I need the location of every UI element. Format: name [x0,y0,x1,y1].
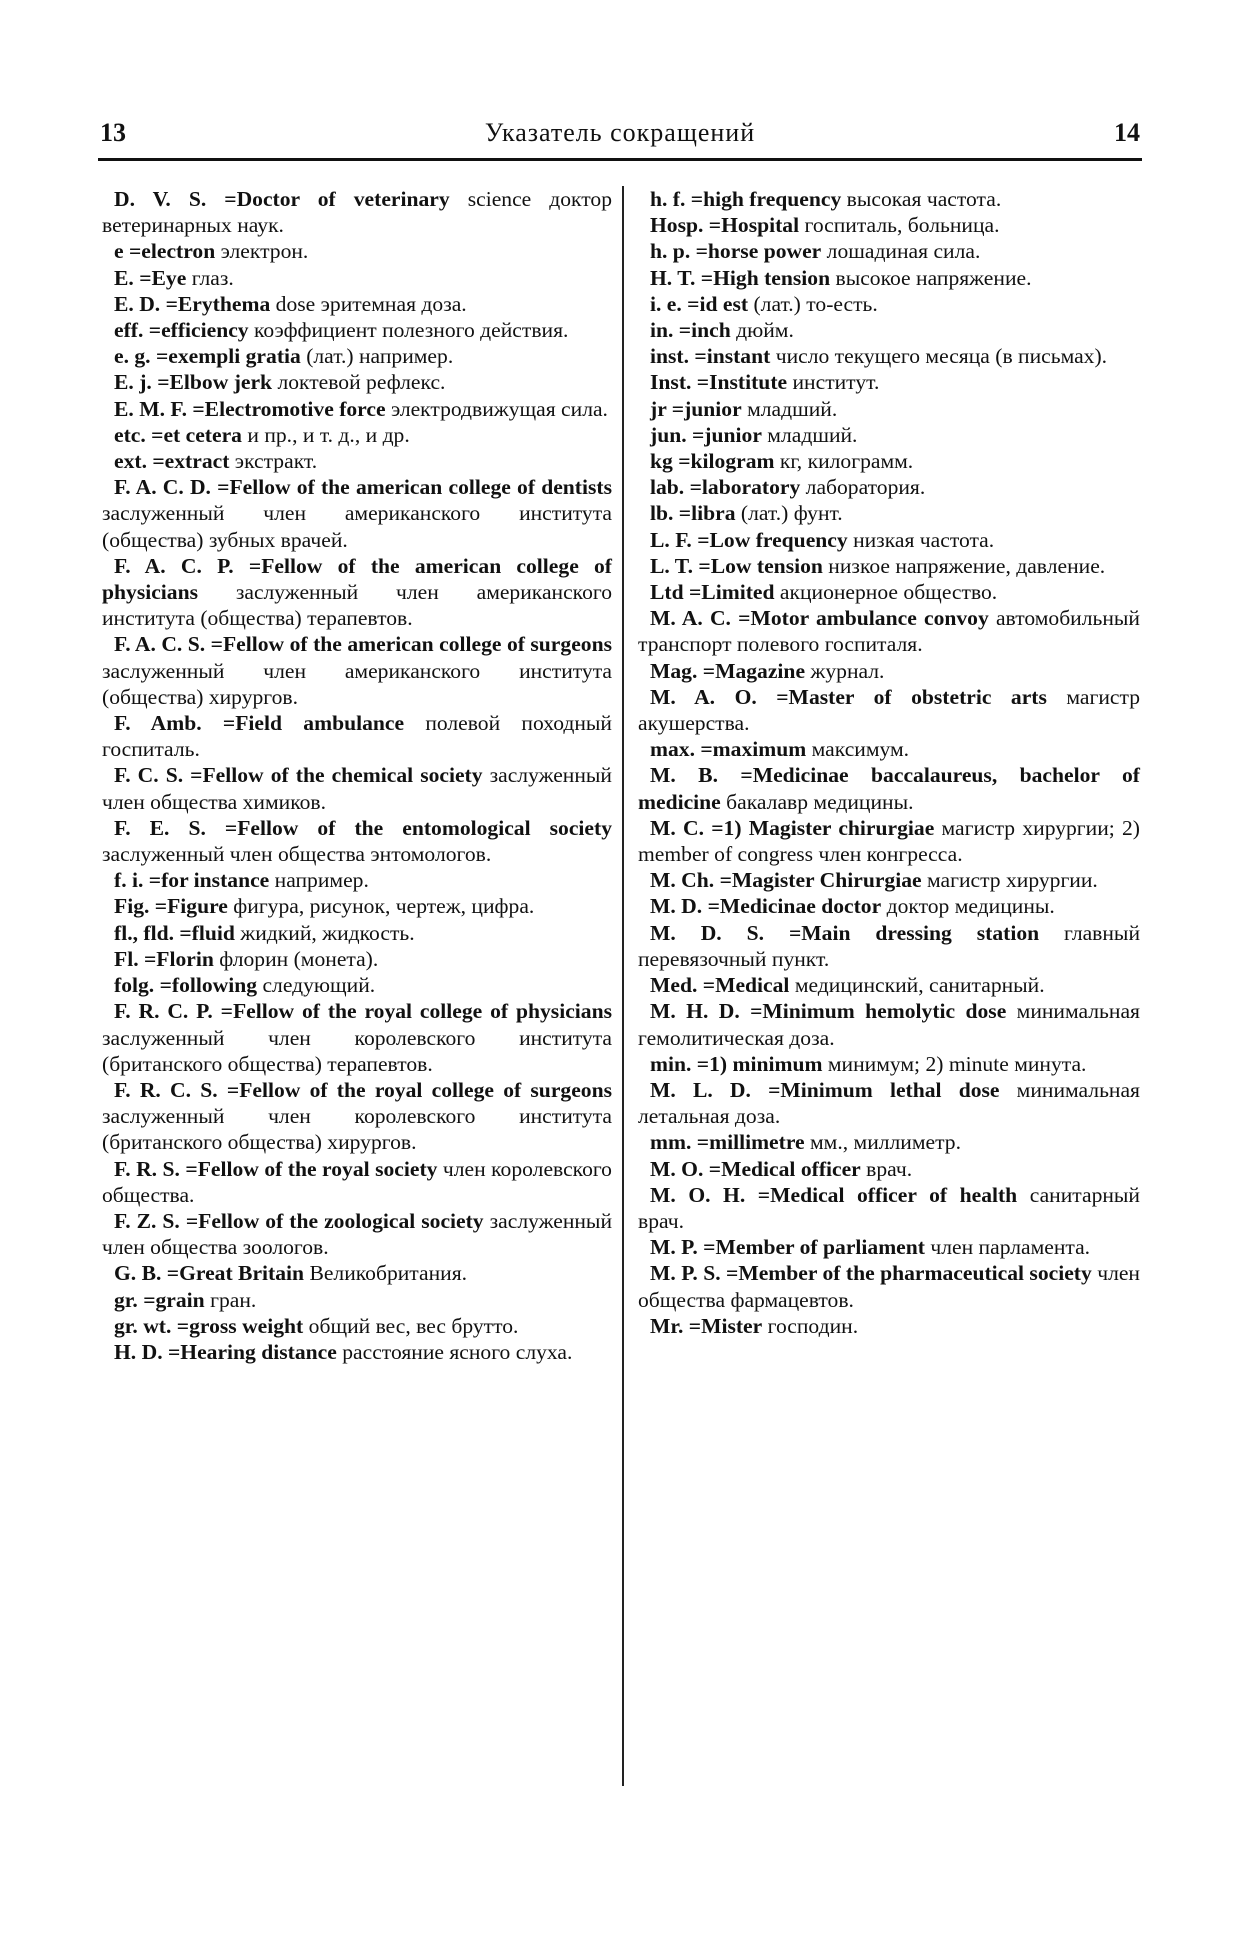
entry-abbreviation: L. F. =Low frequency [650,527,848,552]
entry-abbreviation: F. Z. S. =Fellow of the zoological society [114,1208,484,1233]
entry-definition: акционерное общество. [774,580,998,605]
entry-definition: лошадиная сила. [821,239,981,264]
entry-definition: глаз. [186,265,234,290]
entry-abbreviation: i. e. =id est [650,291,749,316]
entry-definition: флорин (монета). [213,946,379,971]
glossary-entry [638,1077,1140,1129]
entry-abbreviation: gr. =grain [114,1287,205,1312]
entry-abbreviation: folg. =following [114,973,258,998]
entry-definition: полевой походный госпиталь. [102,711,612,762]
entry-definition: минимальная гемолитическая доза. [638,999,1140,1050]
entry-abbreviation: f. i. =for instance [114,868,270,893]
glossary-entry [638,1260,1140,1312]
entry-abbreviation: etc. =et cetera [114,422,242,447]
glossary-entry [638,448,1140,474]
entry-definition: кг, килограмм. [774,449,914,474]
glossary-entry [638,762,1140,814]
glossary-entry [638,972,1140,998]
entry-definition: журнал. [805,658,885,683]
glossary-entry [638,1129,1140,1155]
entry-definition: заслуженный член американского института (общества) терапевтов. [102,580,612,631]
entry-definition: (лат.) фунт. [735,501,843,526]
entry-definition: бакалавр медицины. [720,789,914,814]
entry-abbreviation: lb. =libra [650,501,736,526]
entry-abbreviation: L. T. =Low tension [650,553,823,578]
glossary-entry [638,186,1140,212]
glossary-entry [102,1077,612,1156]
glossary-entry [638,291,1140,317]
entry-abbreviation: M. C. =1) Magister chirurgiae [650,815,935,840]
entry-definition: общий вес, вес брутто. [303,1313,519,1338]
entry-definition: коэффициент полезного действия. [248,318,569,343]
entry-abbreviation: h. p. =horse power [650,239,822,264]
entry-abbreviation: Fl. =Florin [114,946,214,971]
entry-definition: локтевой рефлекс. [272,370,446,395]
entry-definition: член парламента. [924,1235,1091,1260]
entry-abbreviation: E. =Eye [114,265,187,290]
entry-definition: медицинский, санитарный. [789,973,1045,998]
entry-definition: (лат.) например. [300,344,454,369]
glossary-entry [102,998,612,1077]
entry-abbreviation: Inst. =Institute [650,370,788,395]
entry-definition: максимум. [806,737,910,762]
glossary-entry [638,893,1140,919]
entry-abbreviation: fl., fld. =fluid [114,920,235,945]
glossary-entry [102,762,612,814]
glossary-entry [638,474,1140,500]
glossary-entry [638,265,1140,291]
entry-abbreviation: M. L. D. =Minimum lethal dose [650,1077,1000,1102]
entry-abbreviation: gr. wt. =gross weight [114,1313,304,1338]
glossary-entry [638,658,1140,684]
glossary-entry [102,369,612,395]
glossary-entry [638,527,1140,553]
glossary-entry [638,579,1140,605]
entry-abbreviation: F. R. C. P. =Fellow of the royal college of physicians [114,999,612,1024]
entry-abbreviation: M. D. =Medicinae doctor [650,894,882,919]
glossary-entry [102,946,612,972]
glossary-entry [102,631,612,710]
entry-definition: заслуженный член общества энтомологов. [102,842,492,867]
entry-abbreviation: Med. =Medical [650,973,790,998]
entry-abbreviation: G. B. =Great Britain [114,1261,305,1286]
glossary-entry [638,1234,1140,1260]
glossary-entry [638,1313,1140,1339]
glossary-entry [102,1260,612,1286]
glossary-entry [638,815,1140,867]
glossary-entry [638,605,1140,657]
right-page-number: 14 [1114,118,1140,147]
glossary-entry [638,212,1140,238]
glossary-entry [638,736,1140,762]
left-column [102,186,612,1365]
entry-definition: фигура, рисунок, чертеж, цифра. [227,894,535,919]
glossary-entry [638,684,1140,736]
glossary-entry [102,553,612,632]
glossary-entry [102,1313,612,1339]
entry-definition: минимум; 2) minute минута. [822,1051,1087,1076]
entry-abbreviation: M. D. S. =Main dressing station [650,920,1040,945]
entry-abbreviation: F. C. S. =Fellow of the chemical society [114,763,483,788]
entry-definition: санитарный врач. [638,1182,1140,1233]
entry-abbreviation: M. Ch. =Magister Chirurgiae [650,868,922,893]
entry-definition: магистр хирургии; 2) member of congress член конгресса. [638,815,1140,867]
entry-definition: dose эритемная доза. [270,291,467,316]
glossary-entry [638,343,1140,369]
entry-definition: заслуженный член общества зоологов. [102,1208,612,1260]
entry-abbreviation: D. V. S. =Doctor of veterinary [114,187,450,211]
entry-abbreviation: M. B. =Medicinae baccalaureus, bachelor of medicine [638,763,1140,814]
glossary-entry [102,422,612,448]
entry-abbreviation: F. R. S. =Fellow of the royal society [114,1156,438,1181]
glossary-entry [638,369,1140,395]
glossary-entry [638,396,1140,422]
entry-definition: господин. [762,1313,859,1338]
entry-abbreviation: M. O. =Medical officer [650,1156,861,1181]
glossary-entry [638,1051,1140,1077]
entry-abbreviation: Mag. =Magazine [650,658,806,683]
entry-definition: следующий. [257,973,376,998]
entry-abbreviation: Mr. =Mister [650,1313,763,1338]
entry-abbreviation: Hosp. =Hospital [650,213,800,238]
glossary-entry [102,867,612,893]
entry-abbreviation: jr =junior [650,396,742,421]
entry-abbreviation: Fig. =Figure [114,894,228,919]
entry-abbreviation: M. P. =Member of parliament [650,1235,925,1260]
glossary-entry [102,291,612,317]
entry-definition: автомобильный транспорт полевого госпиталя. [638,606,1140,657]
entry-definition: младший. [761,422,858,447]
entry-definition: минимальная летальная доза. [638,1077,1140,1129]
entry-abbreviation: E. D. =Erythema [114,291,271,316]
entry-definition: и пр., и т. д., и др. [241,422,410,447]
entry-abbreviation: max. =maximum [650,737,807,762]
glossary-entry [102,238,612,264]
entry-definition: высокое напряжение. [830,265,1032,290]
entry-definition: заслуженный член американского института (общества) зубных врачей. [102,501,612,552]
entry-abbreviation: F. Amb. =Field ambulance [114,711,405,736]
entry-abbreviation: F. E. S. =Fellow of the entomological society [114,815,612,840]
entry-abbreviation: ext. =extract [114,449,230,474]
entry-definition: низкая частота. [847,527,995,552]
entry-definition: гран. [204,1287,257,1312]
entry-definition: член общества фармацевтов. [638,1261,1140,1312]
glossary-entry [102,972,612,998]
glossary-entry [102,474,612,553]
glossary-entry [102,448,612,474]
entry-abbreviation: M. P. S. =Member of the pharmaceutical society [650,1261,1092,1286]
entry-abbreviation: F. A. C. D. =Fellow of the american college of dentists [114,475,612,500]
entry-definition: Великобритания. [304,1261,468,1286]
glossary-entry [102,343,612,369]
glossary-entry [102,1287,612,1313]
glossary-entry [638,553,1140,579]
entry-definition: заслуженный член американского института (общества) хирургов. [102,658,612,709]
entry-definition: лаборатория. [800,475,926,500]
entry-abbreviation: min. =1) minimum [650,1051,823,1076]
entry-abbreviation: E. M. F. =Electromotive force [114,396,386,421]
glossary-entry [102,920,612,946]
glossary-entry [638,867,1140,893]
header-rule [98,158,1142,161]
glossary-entry [638,920,1140,972]
entry-abbreviation: H. D. =Hearing distance [114,1339,337,1364]
entry-abbreviation: h. f. =high frequency [650,187,842,211]
glossary-entry [638,998,1140,1050]
entry-abbreviation: M. A. C. =Motor ambulance convoy [650,606,989,631]
entry-abbreviation: in. =inch [650,318,731,343]
entry-definition: институт. [787,370,880,395]
entry-definition: заслуженный член королевского института (британского общества) терапевтов. [102,1025,612,1076]
entry-definition: расстояние ясного слуха. [336,1339,573,1364]
entry-definition: доктор медицины. [881,894,1055,919]
glossary-entry [102,710,612,762]
right-column [638,186,1140,1339]
entry-definition: врач. [860,1156,913,1181]
entry-abbreviation: M. H. D. =Minimum hemolytic dose [650,999,1007,1024]
glossary-entry [638,1182,1140,1234]
entry-abbreviation: jun. =junior [650,422,762,447]
glossary-entry [102,893,612,919]
entry-definition: заслуженный член королевского института (британского общества) хирургов. [102,1104,612,1155]
entry-definition: дюйм. [730,318,794,343]
entry-abbreviation: eff. =efficiency [114,318,249,343]
entry-abbreviation: F. A. C. P. =Fellow of the american college of physicians [102,553,612,605]
entry-definition: госпиталь, больница. [799,213,1000,238]
glossary-entry [102,815,612,867]
entry-abbreviation: inst. =instant [650,344,771,369]
page-title: Указатель сокращений [484,118,756,147]
left-page-number: 13 [100,118,126,147]
glossary-entry [102,186,612,238]
glossary-entry [102,1339,612,1365]
entry-definition: низкое напряжение, давление. [822,553,1106,578]
entry-definition: жидкий, жидкость. [234,920,415,945]
entry-definition: высокая частота. [841,187,1002,211]
page-header [100,118,1140,158]
entry-definition: например. [269,868,369,893]
entry-definition: science доктор ветеринарных наук. [102,187,612,238]
entry-definition: электродвижущая сила. [385,396,608,421]
entry-definition: магистр хирургии. [921,868,1098,893]
entry-abbreviation: E. j. =Elbow jerk [114,370,273,395]
entry-abbreviation: M. O. H. =Medical officer of health [650,1182,1018,1207]
entry-definition: электрон. [215,239,309,264]
entry-definition: заслуженный член общества химиков. [102,763,612,814]
entry-abbreviation: F. R. C. S. =Fellow of the royal college of surgeons [114,1077,612,1102]
entry-abbreviation: H. T. =High tension [650,265,831,290]
entry-abbreviation: Ltd =Limited [650,580,775,605]
entry-definition: главный перевязочный пункт. [638,920,1140,971]
glossary-entry [102,265,612,291]
entry-definition: член королевского общества. [102,1156,612,1207]
entry-definition: младший. [741,396,838,421]
entry-abbreviation: e. g. =exempli gratia [114,344,301,369]
entry-abbreviation: M. A. O. =Master of obstetric arts [650,684,1047,709]
glossary-entry [102,1208,612,1260]
entry-definition: число текущего месяца (в письмах). [770,344,1108,369]
glossary-entry [638,317,1140,343]
glossary-entry [638,500,1140,526]
column-divider [622,186,624,1786]
entry-definition: (лат.) то-есть. [748,291,878,316]
entry-definition: мм., миллиметр. [804,1130,962,1155]
glossary-entry [102,396,612,422]
glossary-entry [638,422,1140,448]
entry-definition: магистр акушерства. [638,684,1140,736]
entry-abbreviation: e =electron [114,239,216,264]
entry-abbreviation: lab. =laboratory [650,475,801,500]
glossary-entry [638,238,1140,264]
entry-abbreviation: F. A. C. S. =Fellow of the american college of surgeons [114,632,612,657]
glossary-entry [102,1156,612,1208]
entry-definition: экстракт. [229,449,318,474]
entry-abbreviation: mm. =millimetre [650,1130,805,1155]
entry-abbreviation: kg =kilogram [650,449,775,474]
glossary-entry [102,317,612,343]
glossary-entry [638,1156,1140,1182]
